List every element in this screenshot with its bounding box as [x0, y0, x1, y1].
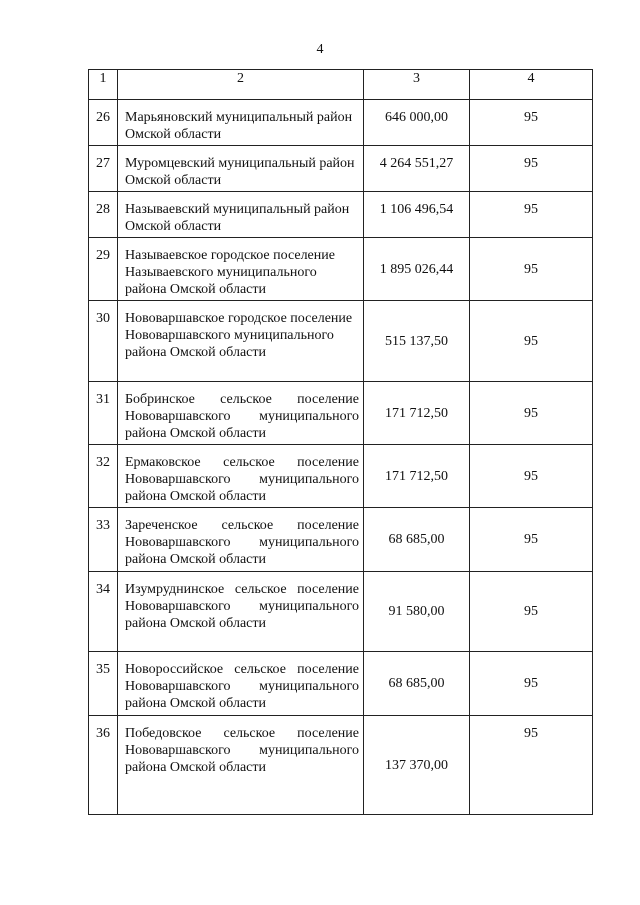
municipality-name: Ермаковское сельское поселение Нововаршавского муниципального района Омской области — [118, 445, 364, 508]
percent-cell: 95 — [470, 238, 593, 301]
row-number: 36 — [89, 716, 118, 815]
table-row — [89, 301, 593, 382]
percent-cell: 95 — [470, 445, 593, 508]
amount-cell: 68 685,00 — [364, 508, 470, 572]
row-number: 34 — [89, 572, 118, 652]
allocation-table — [88, 69, 593, 815]
amount-cell: 515 137,50 — [364, 301, 470, 382]
page-number: 4 — [316, 42, 324, 57]
percent-cell: 95 — [470, 301, 593, 382]
amount-cell: 137 370,00 — [364, 716, 470, 815]
table-row — [89, 146, 593, 192]
amount-cell: 171 712,50 — [364, 382, 470, 445]
row-number: 27 — [89, 146, 118, 192]
percent-cell: 95 — [470, 382, 593, 445]
percent-cell: 95 — [470, 100, 593, 146]
row-number: 35 — [89, 652, 118, 716]
percent-cell: 95 — [470, 652, 593, 716]
row-number: 33 — [89, 508, 118, 572]
municipality-name: Марьяновский муниципальный район Омской области — [118, 100, 364, 146]
header-cell: 4 — [470, 70, 593, 100]
table-header-row — [89, 70, 593, 100]
amount-cell: 1 895 026,44 — [364, 238, 470, 301]
municipality-name: Изумруднинское сельское поселение Нововаршавского муниципального района Омской области — [118, 572, 364, 652]
row-number: 29 — [89, 238, 118, 301]
percent-cell: 95 — [470, 716, 593, 815]
row-number: 30 — [89, 301, 118, 382]
municipality-name: Бобринское сельское поселение Нововаршавского муниципального района Омской области — [118, 382, 364, 445]
municipality-name: Называевское городское поселение Называевского муниципального района Омской области — [118, 238, 364, 301]
table-row — [89, 572, 593, 652]
amount-cell: 646 000,00 — [364, 100, 470, 146]
municipality-name: Называевский муниципальный район Омской области — [118, 192, 364, 238]
table-row — [89, 382, 593, 445]
table-row — [89, 445, 593, 508]
row-number: 31 — [89, 382, 118, 445]
table-row — [89, 192, 593, 238]
municipality-name: Новороссийское сельское поселение Нововаршавского муниципального района Омской области — [118, 652, 364, 716]
municipality-name: Зареченское сельское поселение Нововаршавского муниципального района Омской области — [118, 508, 364, 572]
header-cell: 3 — [364, 70, 470, 100]
amount-cell: 171 712,50 — [364, 445, 470, 508]
header-cell: 2 — [118, 70, 364, 100]
amount-cell: 91 580,00 — [364, 572, 470, 652]
row-number: 28 — [89, 192, 118, 238]
header-cell: 1 — [89, 70, 118, 100]
table-row — [89, 652, 593, 716]
table-row — [89, 238, 593, 301]
table-row — [89, 716, 593, 815]
amount-cell: 1 106 496,54 — [364, 192, 470, 238]
municipality-name: Победовское сельское поселение Нововаршавского муниципального района Омской области — [118, 716, 364, 815]
percent-cell: 95 — [470, 192, 593, 238]
amount-cell: 4 264 551,27 — [364, 146, 470, 192]
table-row — [89, 508, 593, 572]
amount-cell: 68 685,00 — [364, 652, 470, 716]
table-row — [89, 100, 593, 146]
municipality-name: Муромцевский муниципальный район Омской области — [118, 146, 364, 192]
percent-cell: 95 — [470, 572, 593, 652]
row-number: 32 — [89, 445, 118, 508]
row-number: 26 — [89, 100, 118, 146]
percent-cell: 95 — [470, 508, 593, 572]
percent-cell: 95 — [470, 146, 593, 192]
municipality-name: Нововаршавское городское поселение Нововаршавского муниципального района Омской области — [118, 301, 364, 382]
